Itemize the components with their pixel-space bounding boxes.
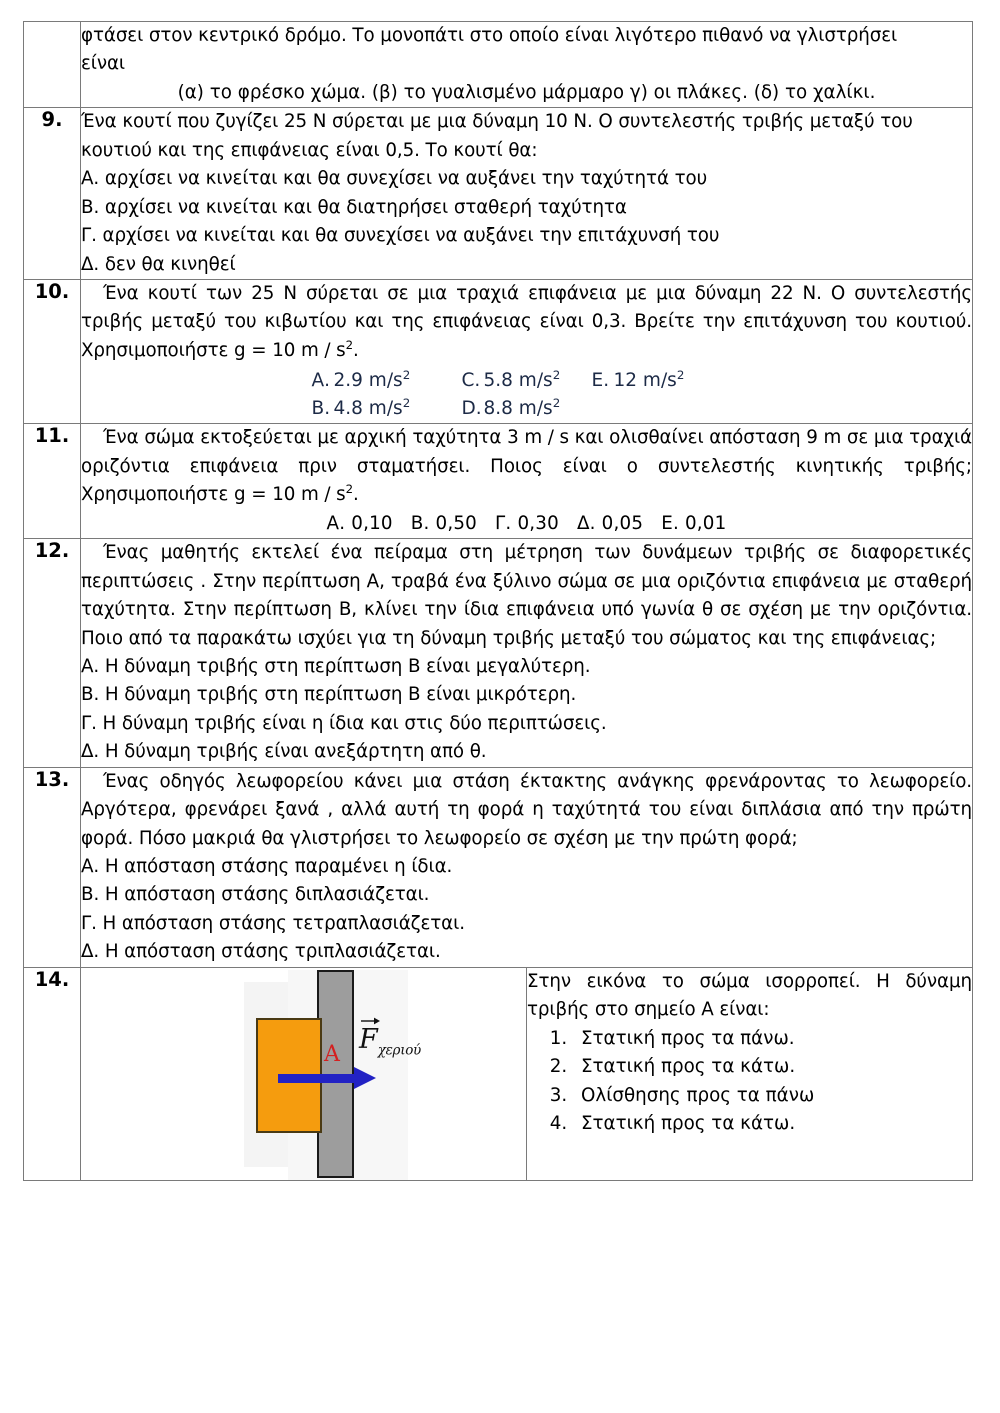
force-arrow-shaft — [278, 1074, 358, 1083]
question-options-inline: (α) το φρέσκο χώμα. (β) το γυαλισμένο μάρμαρο γ) οι πλάκες. (δ) το χαλίκι. — [177, 81, 876, 103]
question-body-cell — [81, 22, 973, 108]
force-subscript: χεριού — [377, 1042, 421, 1059]
table-row — [24, 967, 973, 1180]
option-item: Δ. Η απόσταση στάσης τριπλασιάζεται. — [81, 941, 441, 963]
questions-table — [23, 21, 973, 1181]
question-number: 10. — [34, 279, 70, 303]
exponent: 2 — [676, 368, 685, 383]
exponent: 2 — [345, 482, 353, 497]
question-number-cell — [24, 424, 81, 539]
answer-row — [312, 395, 742, 423]
friction-diagram — [236, 970, 421, 1180]
option-item: Α. Η απόσταση στάσης παραμένει η ίδια. — [81, 856, 453, 878]
answer-option — [462, 367, 592, 395]
question-body-cell — [81, 424, 973, 539]
question-stem: Ένας οδηγός λεωφορείου κάνει μια στάση έκτακτης ανάγκης φρενάροντας το λεωφορείο. Αργότερα, φρενάρει ξανά , αλλά αυτή τη φορά η ταχύτητά του είναι διπλάσια από την πρώτη φορά. Πόσο μακριά θα γλιστρήσει το λεωφορείο σε σχέση με την πρώτη φορά; — [81, 770, 972, 849]
option-item: Α. αρχίσει να κινείται και θα συνεχίσει να αυξάνει την ταχύτητά του — [81, 168, 708, 190]
answer-option: Δ. 0,05 — [576, 512, 644, 534]
exponent: 2 — [552, 396, 561, 411]
answer-option — [312, 367, 462, 395]
exponent: 2 — [552, 368, 561, 383]
question-stem: Ένα κουτί που ζυγίζει 25 N σύρεται με μια δύναμη 10 N. Ο συντελεστής τριβής μεταξύ του κουτιού και της επιφάνειας είναι 0,5. Το κουτί θα: — [81, 111, 913, 161]
option-item: Δ. δεν θα κινηθεί — [81, 253, 236, 275]
stem-tail: . — [352, 339, 359, 361]
option-item: Β. Η απόσταση στάσης διπλασιάζεται. — [81, 884, 430, 906]
answer-option: Α. 0,10 — [326, 512, 393, 534]
option-value: 12 m/s — [613, 370, 677, 392]
option-item: Γ. Η απόσταση στάσης τετραπλασιάζεται. — [81, 912, 465, 934]
table-row — [24, 279, 973, 424]
exponent: 2 — [402, 368, 411, 383]
question-body-cell — [81, 108, 973, 280]
answer-option — [592, 367, 722, 395]
question-stem: Στην εικόνα το σώμα ισορροπεί. Η δύναμη τριβής στο σημείο Α είναι: — [527, 970, 972, 1021]
option-item: Β. αρχίσει να κινείται και θα διατηρήσει σταθερή ταχύτητα — [81, 196, 627, 218]
question-text-line: είναι — [81, 53, 126, 75]
question-stem — [81, 280, 972, 365]
question-stem-text: Ένα κουτί των 25 N σύρεται σε μια τραχιά επιφάνεια με μια δύναμη 22 N. Ο συντελεστής τριβής μεταξύ του κιβωτίου και της επιφάνειας είναι 0,3. Βρείτε την επιτάχυνση του κουτιού. Χρησιμοποιήστε g = 10 m / s — [81, 282, 972, 361]
question-body-cell — [527, 967, 973, 1180]
question-number: 13. — [34, 767, 70, 791]
force-arrow-head-icon — [354, 1067, 376, 1089]
question-stem: Ένας μαθητής εκτελεί ένα πείραμα στη μέτρηση των δυνάμεων τριβής σε διαφορετικές περιπτώσεις . Στην περίπτωση Α, τραβά ένα ξύλινο σώμα σε μια οριζόντια επιφάνεια με σταθερή ταχύτητα. Στην περίπτωση Β, κλίνει την ίδια επιφάνεια υπό γωνία θ σε σχέση με την οριζόντια. Ποιο από τα παρακάτω ισχύει για τη δύναμη τριβής μεταξύ του σώματος και της επιφάνειας; — [81, 542, 972, 649]
force-label — [359, 1024, 421, 1058]
list-item: 3. Ολίσθησης προς τα πάνω — [573, 1082, 972, 1111]
exponent: 2 — [402, 396, 411, 411]
question-stem — [81, 424, 972, 509]
question-number-cell — [24, 22, 81, 108]
exponent: 2 — [345, 337, 353, 352]
option-label: Α. — [311, 370, 331, 392]
question-number: 14. — [34, 967, 70, 991]
option-label: D. — [461, 398, 482, 420]
answer-option: Ε. 0,01 — [661, 512, 727, 534]
option-label: C. — [461, 370, 481, 392]
question-number-cell — [24, 967, 81, 1180]
option-label: E. — [591, 370, 610, 392]
answer-option — [462, 395, 592, 423]
option-item: Γ. Η δύναμη τριβής είναι η ίδια και στις δύο περιπτώσεις. — [81, 712, 607, 734]
option-value: 5.8 m/s — [483, 370, 553, 392]
list-item: 2. Στατική προς τα κάτω. — [573, 1053, 972, 1082]
answer-options-grid — [312, 367, 742, 423]
figure-cell — [81, 967, 527, 1180]
stem-tail: . — [352, 484, 359, 506]
answer-option — [592, 395, 722, 423]
option-value: 2.9 m/s — [333, 370, 403, 392]
table-row — [24, 108, 973, 280]
question-body-cell — [81, 539, 973, 768]
option-value: 4.8 m/s — [333, 398, 403, 420]
force-symbol: F — [359, 1023, 378, 1055]
list-item: 4. Στατική προς τα κάτω. — [573, 1110, 972, 1139]
question-stem-text: Ένα σώμα εκτοξεύεται με αρχική ταχύτητα 3 m / s και ολισθαίνει απόσταση 9 m σε μια τραχιά οριζόντια επιφάνεια πριν σταματήσει. Ποιος είναι ο συντελεστής κινητικής τριβής; Χρησιμοποιήστε g = 10 m / s — [81, 427, 973, 506]
point-label-a: A — [324, 1041, 340, 1067]
table-row — [24, 424, 973, 539]
option-label: B. — [311, 398, 331, 420]
question-number-cell — [24, 539, 81, 768]
question-number: 9. — [41, 108, 63, 132]
question-body-cell — [81, 279, 973, 424]
question-number-cell — [24, 279, 81, 424]
question-body-cell — [81, 767, 973, 967]
answer-option — [312, 395, 462, 423]
question-number-cell — [24, 767, 81, 967]
table-row — [24, 22, 973, 108]
option-item: Β. Η δύναμη τριβής στη περίπτωση Β είναι μικρότερη. — [81, 684, 577, 706]
answer-option: Γ. 0,30 — [495, 512, 559, 534]
answer-options-inline — [81, 510, 972, 538]
table-row — [24, 767, 973, 967]
option-item: Α. Η δύναμη τριβής στη περίπτωση Β είναι μεγαλύτερη. — [81, 655, 591, 677]
option-item: Γ. αρχίσει να κινείται και θα συνεχίσει να αυξάνει την επιτάχυνσή του — [81, 225, 720, 247]
numbered-options-list — [527, 1025, 972, 1139]
question-number-cell — [24, 108, 81, 280]
answer-option: Β. 0,50 — [410, 512, 478, 534]
list-item: 1. Στατική προς τα πάνω. — [573, 1025, 972, 1054]
vector-arrow-icon — [360, 1015, 380, 1025]
table-row — [24, 539, 973, 768]
option-item: Δ. Η δύναμη τριβής είναι ανεξάρτητη από θ. — [81, 741, 487, 763]
question-number: 11. — [34, 424, 70, 448]
question-text-line: φτάσει στον κεντρικό δρόμο. Το μονοπάτι στο οποίο είναι λιγότερο πιθανό να γλιστρήσει — [81, 25, 898, 46]
answer-row — [312, 367, 742, 395]
option-value: 8.8 m/s — [483, 398, 553, 420]
force-symbol-wrap — [359, 1024, 378, 1055]
question-number: 12. — [34, 539, 70, 563]
